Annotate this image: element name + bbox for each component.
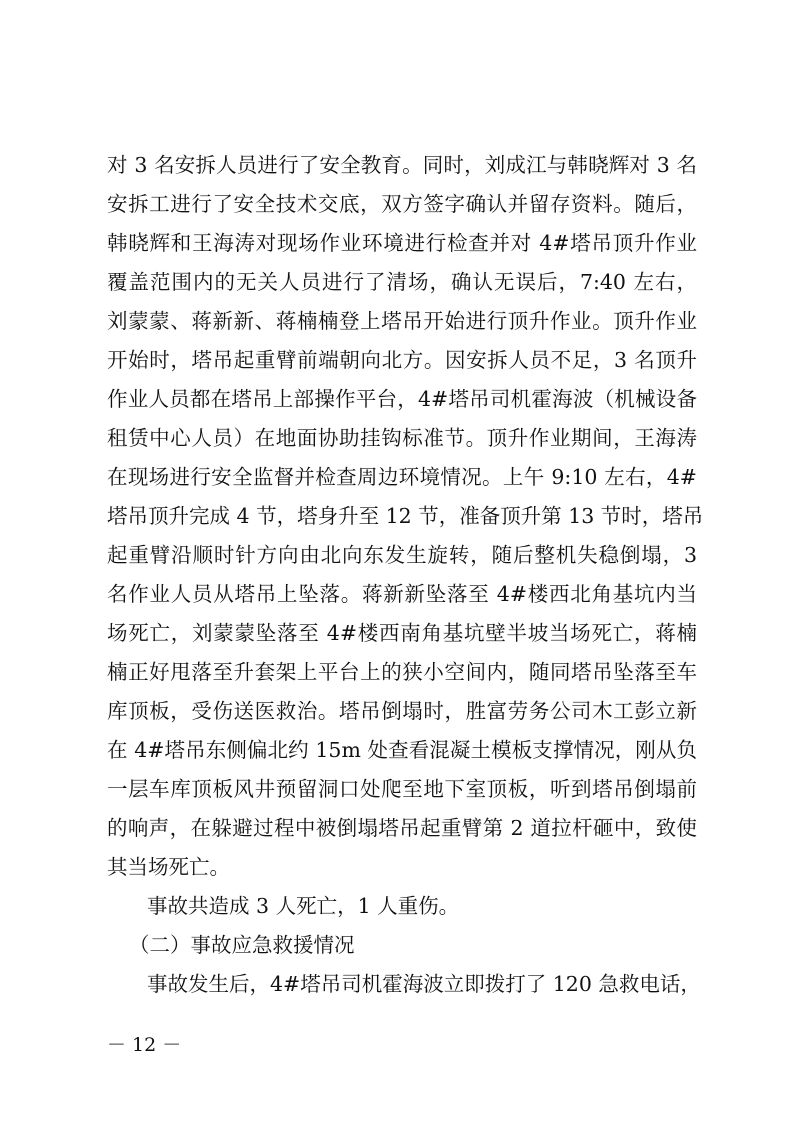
text-line: 作业人员都在塔吊上部操作平台，4#塔吊司机霍海波（机械设备: [107, 387, 697, 411]
text-line: 楠正好甩落至升套架上平台上的狭小空间内，随同塔吊坠落至车: [107, 660, 697, 684]
section-heading: （二）事故应急救援情况: [129, 933, 355, 957]
text-line: 场死亡，刘蒙蒙坠落至 4#楼西南角基坑壁半坡当场死亡，蒋楠: [107, 621, 697, 645]
text-line: 在现场进行安全监督并检查周边环境情况。上午 9:10 左右，4#: [107, 465, 697, 489]
text-line: 事故发生后，4#塔吊司机霍海波立即拨打了 120 急救电话，: [147, 972, 701, 996]
text-line: 其当场死亡。: [107, 855, 230, 879]
text-line: 刘蒙蒙、蒋新新、蒋楠楠登上塔吊开始进行顶升作业。顶升作业: [107, 309, 697, 333]
text-line: 开始时，塔吊起重臂前端朝向北方。因安拆人员不足，3 名顶升: [107, 348, 697, 372]
text-line: 安拆工进行了安全技术交底，双方签字确认并留存资料。随后，: [107, 192, 697, 216]
text-line: 塔吊顶升完成 4 节，塔身升至 12 节，准备顶升第 13 节时，塔吊: [107, 504, 704, 528]
text-line: 的响声，在躲避过程中被倒塌塔吊起重臂第 2 道拉杆砸中，致使: [107, 816, 697, 840]
text-line: 韩晓辉和王海涛对现场作业环境进行检查并对 4#塔吊顶升作业: [107, 231, 697, 255]
text-line: 起重臂沿顺时针方向由北向东发生旋转，随后整机失稳倒塌，3: [107, 543, 697, 567]
text-line: 租赁中心人员）在地面协助挂钩标准节。顶升作业期间，王海涛: [107, 426, 697, 450]
body-text: [107, 146, 704, 1004]
text-line: 名作业人员从塔吊上坠落。蒋新新坠落至 4#楼西北角基坑内当: [107, 582, 697, 606]
text-line: 在 4#塔吊东侧偏北约 15m 处查看混凝土模板支撑情况，刚从负: [107, 738, 697, 762]
text-line: 对 3 名安拆人员进行了安全教育。同时，刘成江与韩晓辉对 3 名: [107, 153, 697, 177]
text-line: 库顶板，受伤送医救治。塔吊倒塌时，胜富劳务公司木工彭立新: [107, 699, 697, 723]
text-line: 一层车库顶板风井预留洞口处爬至地下室顶板，听到塔吊倒塌前: [107, 777, 697, 801]
page-number: － 12 －: [107, 1034, 182, 1056]
casualty-summary: 事故共造成 3 人死亡，1 人重伤。: [147, 894, 460, 918]
text-line: 覆盖范围内的无关人员进行了清场，确认无误后，7:40 左右，: [107, 270, 697, 294]
